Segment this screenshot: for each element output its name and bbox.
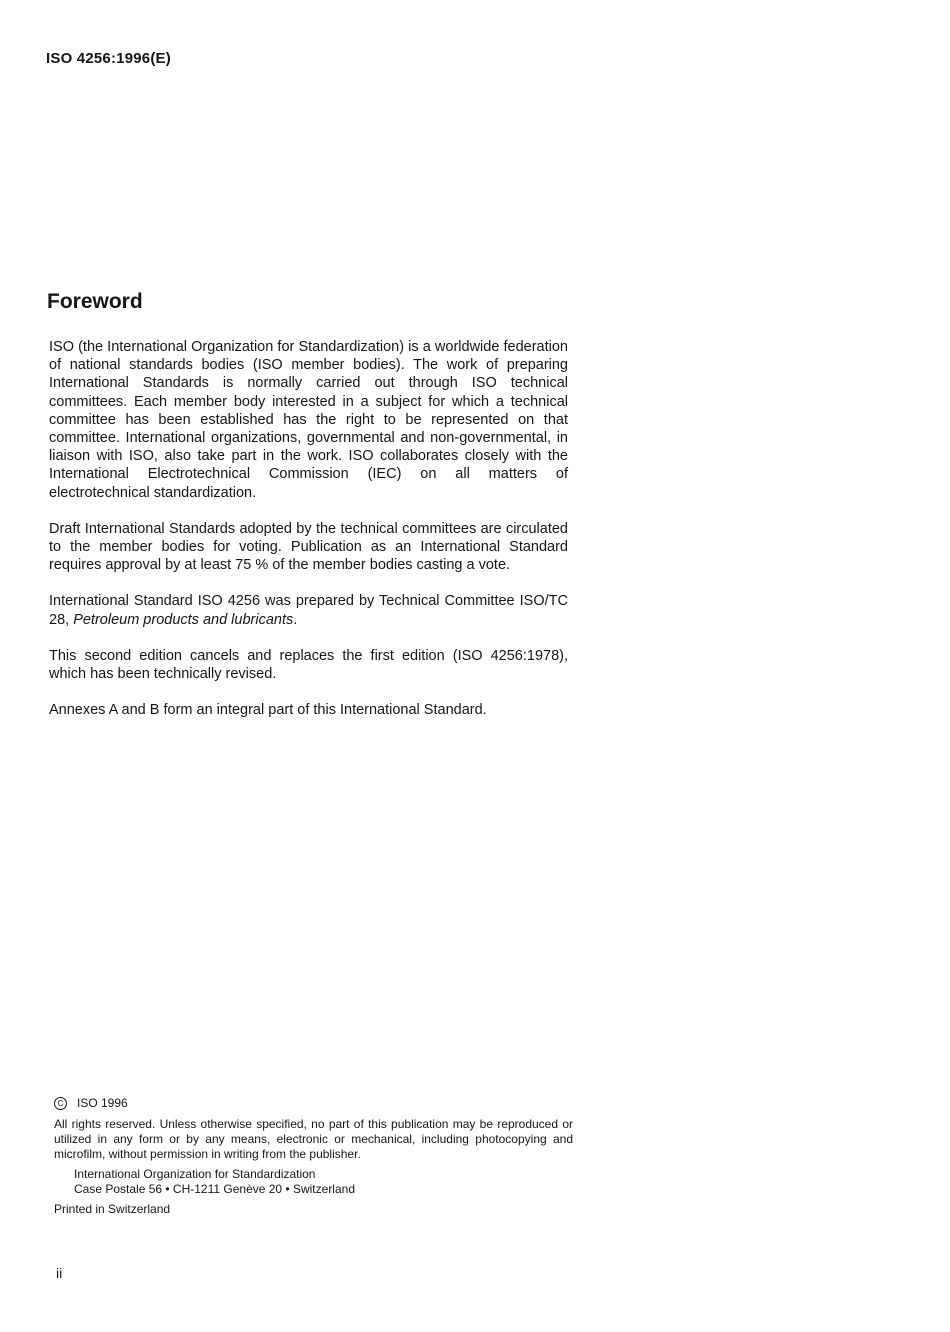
- printed-in: Printed in Switzerland: [54, 1202, 171, 1216]
- foreword-paragraph-3: [49, 592, 568, 628]
- document-id: ISO 4256:1996(E): [46, 50, 171, 67]
- copyright-line: [54, 1096, 573, 1111]
- foreword-paragraph-4: This second edition cancels and replaces the first edition (ISO 4256:1978), which has been technically revised.: [49, 647, 568, 683]
- publisher-postal-address: Case Postale 56 • CH-1211 Genève 20 • Switzerland: [74, 1182, 355, 1196]
- publisher-organization: International Organization for Standardization: [74, 1167, 316, 1181]
- copyright-icon: C: [54, 1097, 67, 1110]
- foreword-paragraph-2: Draft International Standards adopted by the technical committees are circulated to the member bodies for voting. Publication as an International Standard requires approval by at least 75 % of the member bodies casting a vote.: [49, 520, 568, 574]
- paragraph-3-prefix: International Standard ISO 4256 was prepared by Technical Committee ISO/TC 28,: [49, 593, 568, 628]
- rights-statement: All rights reserved. Unless otherwise specified, no part of this publication may be reproduced or utilized in any form or by any means, electronic or mechanical, including photocopying and microfilm, without permission in writing from the publisher.: [54, 1117, 573, 1161]
- foreword-heading: Foreword: [47, 290, 143, 313]
- publisher-address: [74, 1167, 573, 1197]
- copyright-block: [54, 1096, 573, 1217]
- committee-title: Petroleum products and lubricants: [73, 611, 294, 628]
- page-number: ii: [56, 1265, 63, 1281]
- foreword-body: [49, 338, 568, 737]
- paragraph-3-suffix: .: [293, 611, 298, 628]
- foreword-paragraph-5: Annexes A and B form an integral part of this International Standard.: [49, 702, 487, 719]
- copyright-notice: ISO 1996: [77, 1096, 128, 1110]
- foreword-paragraph-1: ISO (the International Organization for Standardization) is a worldwide federation of national standards bodies (ISO member bodies). The work of preparing International Standards is normally carried out through ISO technical committees. Each member body interested in a subject for which a technical committee has been established has the right to be represented on that committee. International organizations, governmental and non-governmental, in liaison with ISO, also take part in the work. ISO collaborates closely with the International Electrotechnical Commission (IEC) on all matters of electrotechnical standardization.: [49, 339, 568, 501]
